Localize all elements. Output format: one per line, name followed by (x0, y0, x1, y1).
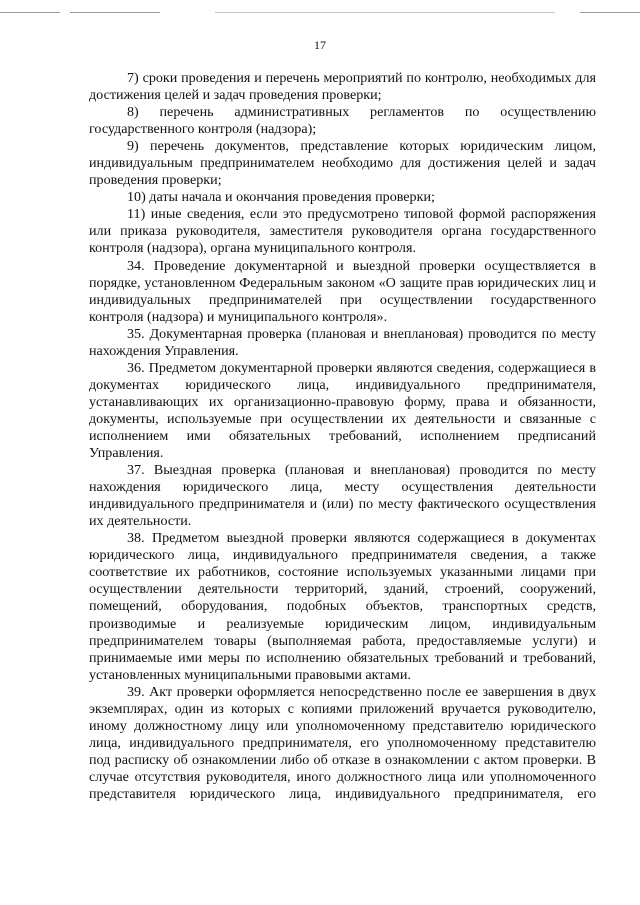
clause-36: 36. Предметом документарной проверки являются сведения, содержащиеся в документах юридического лица, индивидуального предпринимателя, устанавливающих их организационно-правовую форму, права и обязанности, документы, используемые при осуществлении их деятельности и связанные с исполнением ими обязательных требований, исполнением предписаний Управления. (89, 359, 596, 462)
clause-39: 39. Акт проверки оформляется непосредственно после ее завершения в двух экземплярах, один из которых с копиями приложений вручается руководителю, иному должностному лицу или уполномоченному представителю юридического лица, индивидуального предпринимателя, его уполномоченному представителю под расписку об ознакомлении либо об отказе в ознакомлении с актом проверки. В случае отсутствия руководителя, иного должностного лица или уполномоченного представителя юридического лица, индивидуального предпринимателя, его (89, 683, 596, 802)
list-item-11-other: 11) иные сведения, если это предусмотрено типовой формой распоряжения или приказа руководителя, заместителя руководителя органа государственного контроля (надзора), органа муниципального контроля. (89, 206, 596, 257)
clause-35: 35. Документарная проверка (плановая и внеплановая) проводится по месту нахождения Управления. (89, 325, 596, 359)
scan-artifact-line (580, 12, 640, 13)
list-item-10-dates: 10) даты начала и окончания проведения проверки; (127, 189, 435, 206)
page-number: 17 (314, 38, 326, 52)
scan-artifact-line (215, 12, 555, 13)
scan-artifact-line (0, 12, 60, 13)
document-body (89, 70, 596, 803)
clause-34: 34. Проведение документарной и выездной проверки осуществляется в порядке, установленном Федеральным законом «О защите прав юридических лиц и индивидуальных предпринимателей при осуществлении государственного контроля (надзора) и муниципального контроля». (89, 257, 596, 325)
list-item-7-schedule: 7) сроки проведения и перечень мероприятий по контролю, необходимых для достижения целей и задач проведения проверки; (89, 70, 596, 104)
scan-artifact-line (70, 12, 160, 13)
list-item-8-regulations: 8) перечень административных регламентов по осуществлению государственного контроля (надзора); (89, 104, 596, 138)
clause-38: 38. Предметом выездной проверки являются содержащиеся в документах юридического лица, индивидуального предпринимателя сведения, а также соответствие их работников, состояние используемых указанными лицами при осуществлении деятельности территорий, зданий, строений, сооружений, помещений, оборудования, подобных объектов, транспортных средств, производимые и реализуемые юридическим лицом, индивидуальным предпринимателем товары (выполняемая работа, предоставляемые услуги) и принимаемые ими меры по исполнению обязательных требований и требований, установленных муниципальными правовыми актами. (89, 530, 596, 683)
clause-37: 37. Выездная проверка (плановая и внеплановая) проводится по месту нахождения юридического лица, месту осуществления деятельности индивидуального предпринимателя и (или) по месту фактического осуществления их деятельности. (89, 462, 596, 530)
list-item-9-documents: 9) перечень документов, представление которых юридическим лицом, индивидуальным предпринимателем необходимо для достижения целей и задач проведения проверки; (89, 138, 596, 189)
